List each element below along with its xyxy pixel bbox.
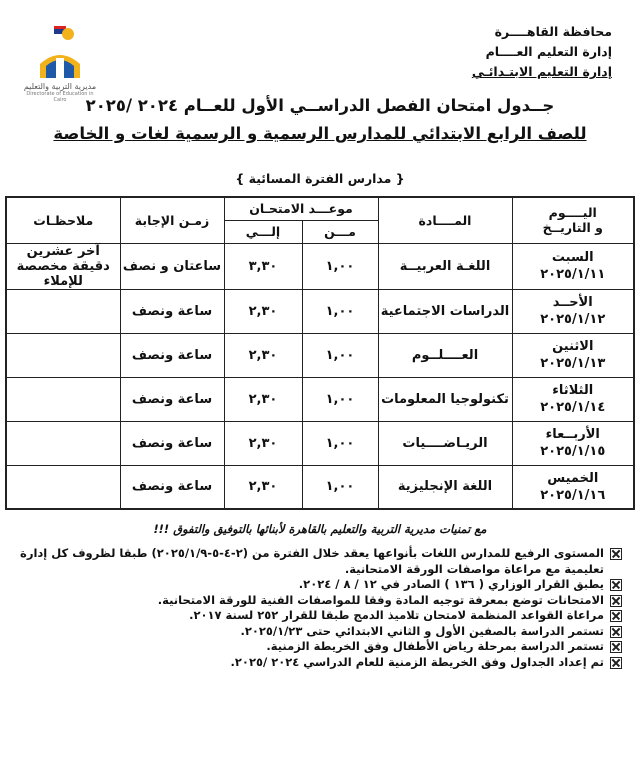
cairo-logo-icon <box>34 24 86 80</box>
day-cell <box>512 333 634 377</box>
exam-date: ٢٠٢٥/١/١١ <box>540 267 606 282</box>
from-cell: ١,٠٠ <box>302 333 378 377</box>
note-text: الامتحانات توضع بمعرفة توجيه المادة وفقا للمواصفات الفنية للورقة الامتحانية. <box>157 592 604 607</box>
list-item <box>16 608 622 624</box>
header-duration: زمـن الإجابة <box>120 197 224 243</box>
day-name: الاثنين <box>552 339 594 354</box>
table-row <box>6 289 634 333</box>
note-cell <box>6 421 120 465</box>
list-item <box>16 593 622 609</box>
list-item <box>16 655 622 671</box>
header-day-date <box>512 197 634 243</box>
subject-cell: تكنولوجيا المعلومات <box>378 377 512 421</box>
note-text: تستمر الدراسة بمرحلة رياض الأطفال وفق الخريطة الزمنية. <box>266 639 604 653</box>
note-text: مراعاة القواعد المنظمة لامتحان تلاميذ الدمج طبقا للقرار ٢٥٢ لسنة ٢٠١٧. <box>189 608 604 622</box>
subject-cell: اللغة الإنجليزية <box>378 465 512 509</box>
day-name: الثلاثاء <box>552 383 594 398</box>
checkbox-crossed-icon <box>610 548 622 560</box>
checkbox-crossed-icon <box>610 641 622 653</box>
notes-list <box>16 546 622 670</box>
note-cell: آخر عشرين دقيقة مخصصة للإملاء <box>6 243 120 289</box>
to-cell: ٣,٣٠ <box>224 243 302 289</box>
day-name: السبت <box>551 250 594 265</box>
header-day: اليــــوم <box>548 205 597 221</box>
header-to: إلـــي <box>224 220 302 243</box>
day-name: الأربــعاء <box>545 427 600 442</box>
exam-date: ٢٠٢٥/١/١٤ <box>540 400 606 415</box>
logo-caption-en: Directorate of Education in Cairo <box>26 91 94 103</box>
table-row <box>6 377 634 421</box>
checkbox-crossed-icon <box>610 626 622 638</box>
from-cell: ١,٠٠ <box>302 421 378 465</box>
duration-cell: ساعة ونصف <box>120 289 224 333</box>
department-label: إدارة التعليم الابتـدائـي <box>471 64 612 79</box>
logo-caption: مديرية التربية والتعليم <box>23 82 97 91</box>
from-cell: ١,٠٠ <box>302 465 378 509</box>
from-cell: ١,٠٠ <box>302 377 378 421</box>
subject-cell: الريـاضــــيات <box>378 421 512 465</box>
note-cell <box>6 333 120 377</box>
note-cell <box>6 289 120 333</box>
wishes-line: مع تمنيات مديرية التربية والتعليم بالقاهرة لأبنائها بالتوفيق والتفوق !!! <box>153 522 487 536</box>
to-cell: ٢,٣٠ <box>224 333 302 377</box>
note-cell <box>6 465 120 509</box>
day-name: الأحــد <box>552 295 593 310</box>
governorate-label: محافظة القاهــــرة <box>494 24 612 39</box>
table-row <box>6 243 634 289</box>
day-cell <box>512 465 634 509</box>
subject-cell: اللغـة العربيــة <box>378 243 512 289</box>
grade-title: للصف الرابع الابتدائي للمدارس الرسمية و الرسمية لغات و الخاصة <box>53 124 587 143</box>
list-item <box>16 577 622 593</box>
header-date: و التاريــخ <box>542 220 603 236</box>
list-item <box>16 546 622 577</box>
to-cell: ٢,٣٠ <box>224 289 302 333</box>
directorate-label: إدارة التعليم العــــام <box>485 44 612 59</box>
table-row <box>6 333 634 377</box>
duration-cell: ساعة ونصف <box>120 465 224 509</box>
header-exam-time: موعـــد الامتحـان <box>224 197 378 220</box>
from-cell: ١,٠٠ <box>302 289 378 333</box>
exam-date: ٢٠٢٥/١/١٢ <box>540 312 606 327</box>
checkbox-crossed-icon <box>610 657 622 669</box>
header-notes: ملاحظـات <box>6 197 120 243</box>
day-cell <box>512 421 634 465</box>
day-cell <box>512 289 634 333</box>
table-row <box>6 465 634 509</box>
duration-cell: ساعة ونصف <box>120 421 224 465</box>
day-cell <box>512 243 634 289</box>
day-cell <box>512 377 634 421</box>
page-subtitle-grade <box>0 124 640 143</box>
exam-date: ٢٠٢٥/١/١٦ <box>540 487 606 503</box>
header-subject: المــــادة <box>378 197 512 243</box>
exam-schedule-table <box>5 196 635 510</box>
note-text: تم إعداد الجداول وفق الخريطة الزمنية للعام الدراسي ٢٠٢٤ /٢٠٢٥. <box>230 654 604 669</box>
note-text: تستمر الدراسة بالصفين الأول و الثاني الابتدائي حتى ٢٠٢٥/١/٢٣. <box>240 623 604 638</box>
table-row <box>6 421 634 465</box>
checkbox-crossed-icon <box>610 595 622 607</box>
subject-cell: الدراسات الاجتماعية <box>378 289 512 333</box>
note-text: المستوى الرفيع للمدارس اللغات بأنواعها يعقد خلال الفترة من (٢-٤-٥-٢٠٢٥/١/٩) طبقا لظروف كل إدارة تعليمية مع مراعاة مواصفات الورقة الامتحانية. <box>20 546 604 576</box>
page-title: جــدول امتحان الفصل الدراســي الأول للعــام ٢٠٢٤ /٢٠٢٥ <box>85 96 555 115</box>
to-cell: ٢,٣٠ <box>224 421 302 465</box>
from-cell: ١,٠٠ <box>302 243 378 289</box>
exam-date: ٢٠٢٥/١/١٥ <box>540 444 606 459</box>
duration-cell: ساعة ونصف <box>120 377 224 421</box>
list-item <box>16 624 622 640</box>
checkbox-crossed-icon <box>610 579 622 591</box>
exam-date: ٢٠٢٥/١/١٣ <box>540 356 606 371</box>
subject-cell: العــــلــوم <box>378 333 512 377</box>
to-cell: ٢,٣٠ <box>224 465 302 509</box>
note-text: يطبق القرار الوزاري ( ١٣٦ ) الصادر في ١٢ / ٨ / ٢٠٢٤. <box>298 577 604 591</box>
to-cell: ٢,٣٠ <box>224 377 302 421</box>
day-name: الخميس <box>547 470 599 486</box>
checkbox-crossed-icon <box>610 610 622 622</box>
list-item <box>16 639 622 655</box>
duration-cell: ساعة ونصف <box>120 333 224 377</box>
session-label: { مدارس الفترة المسائية } <box>235 171 405 186</box>
header-from: مـــن <box>302 220 378 243</box>
note-cell <box>6 377 120 421</box>
header-block <box>472 22 612 82</box>
duration-cell: ساعتان و نصف <box>120 243 224 289</box>
